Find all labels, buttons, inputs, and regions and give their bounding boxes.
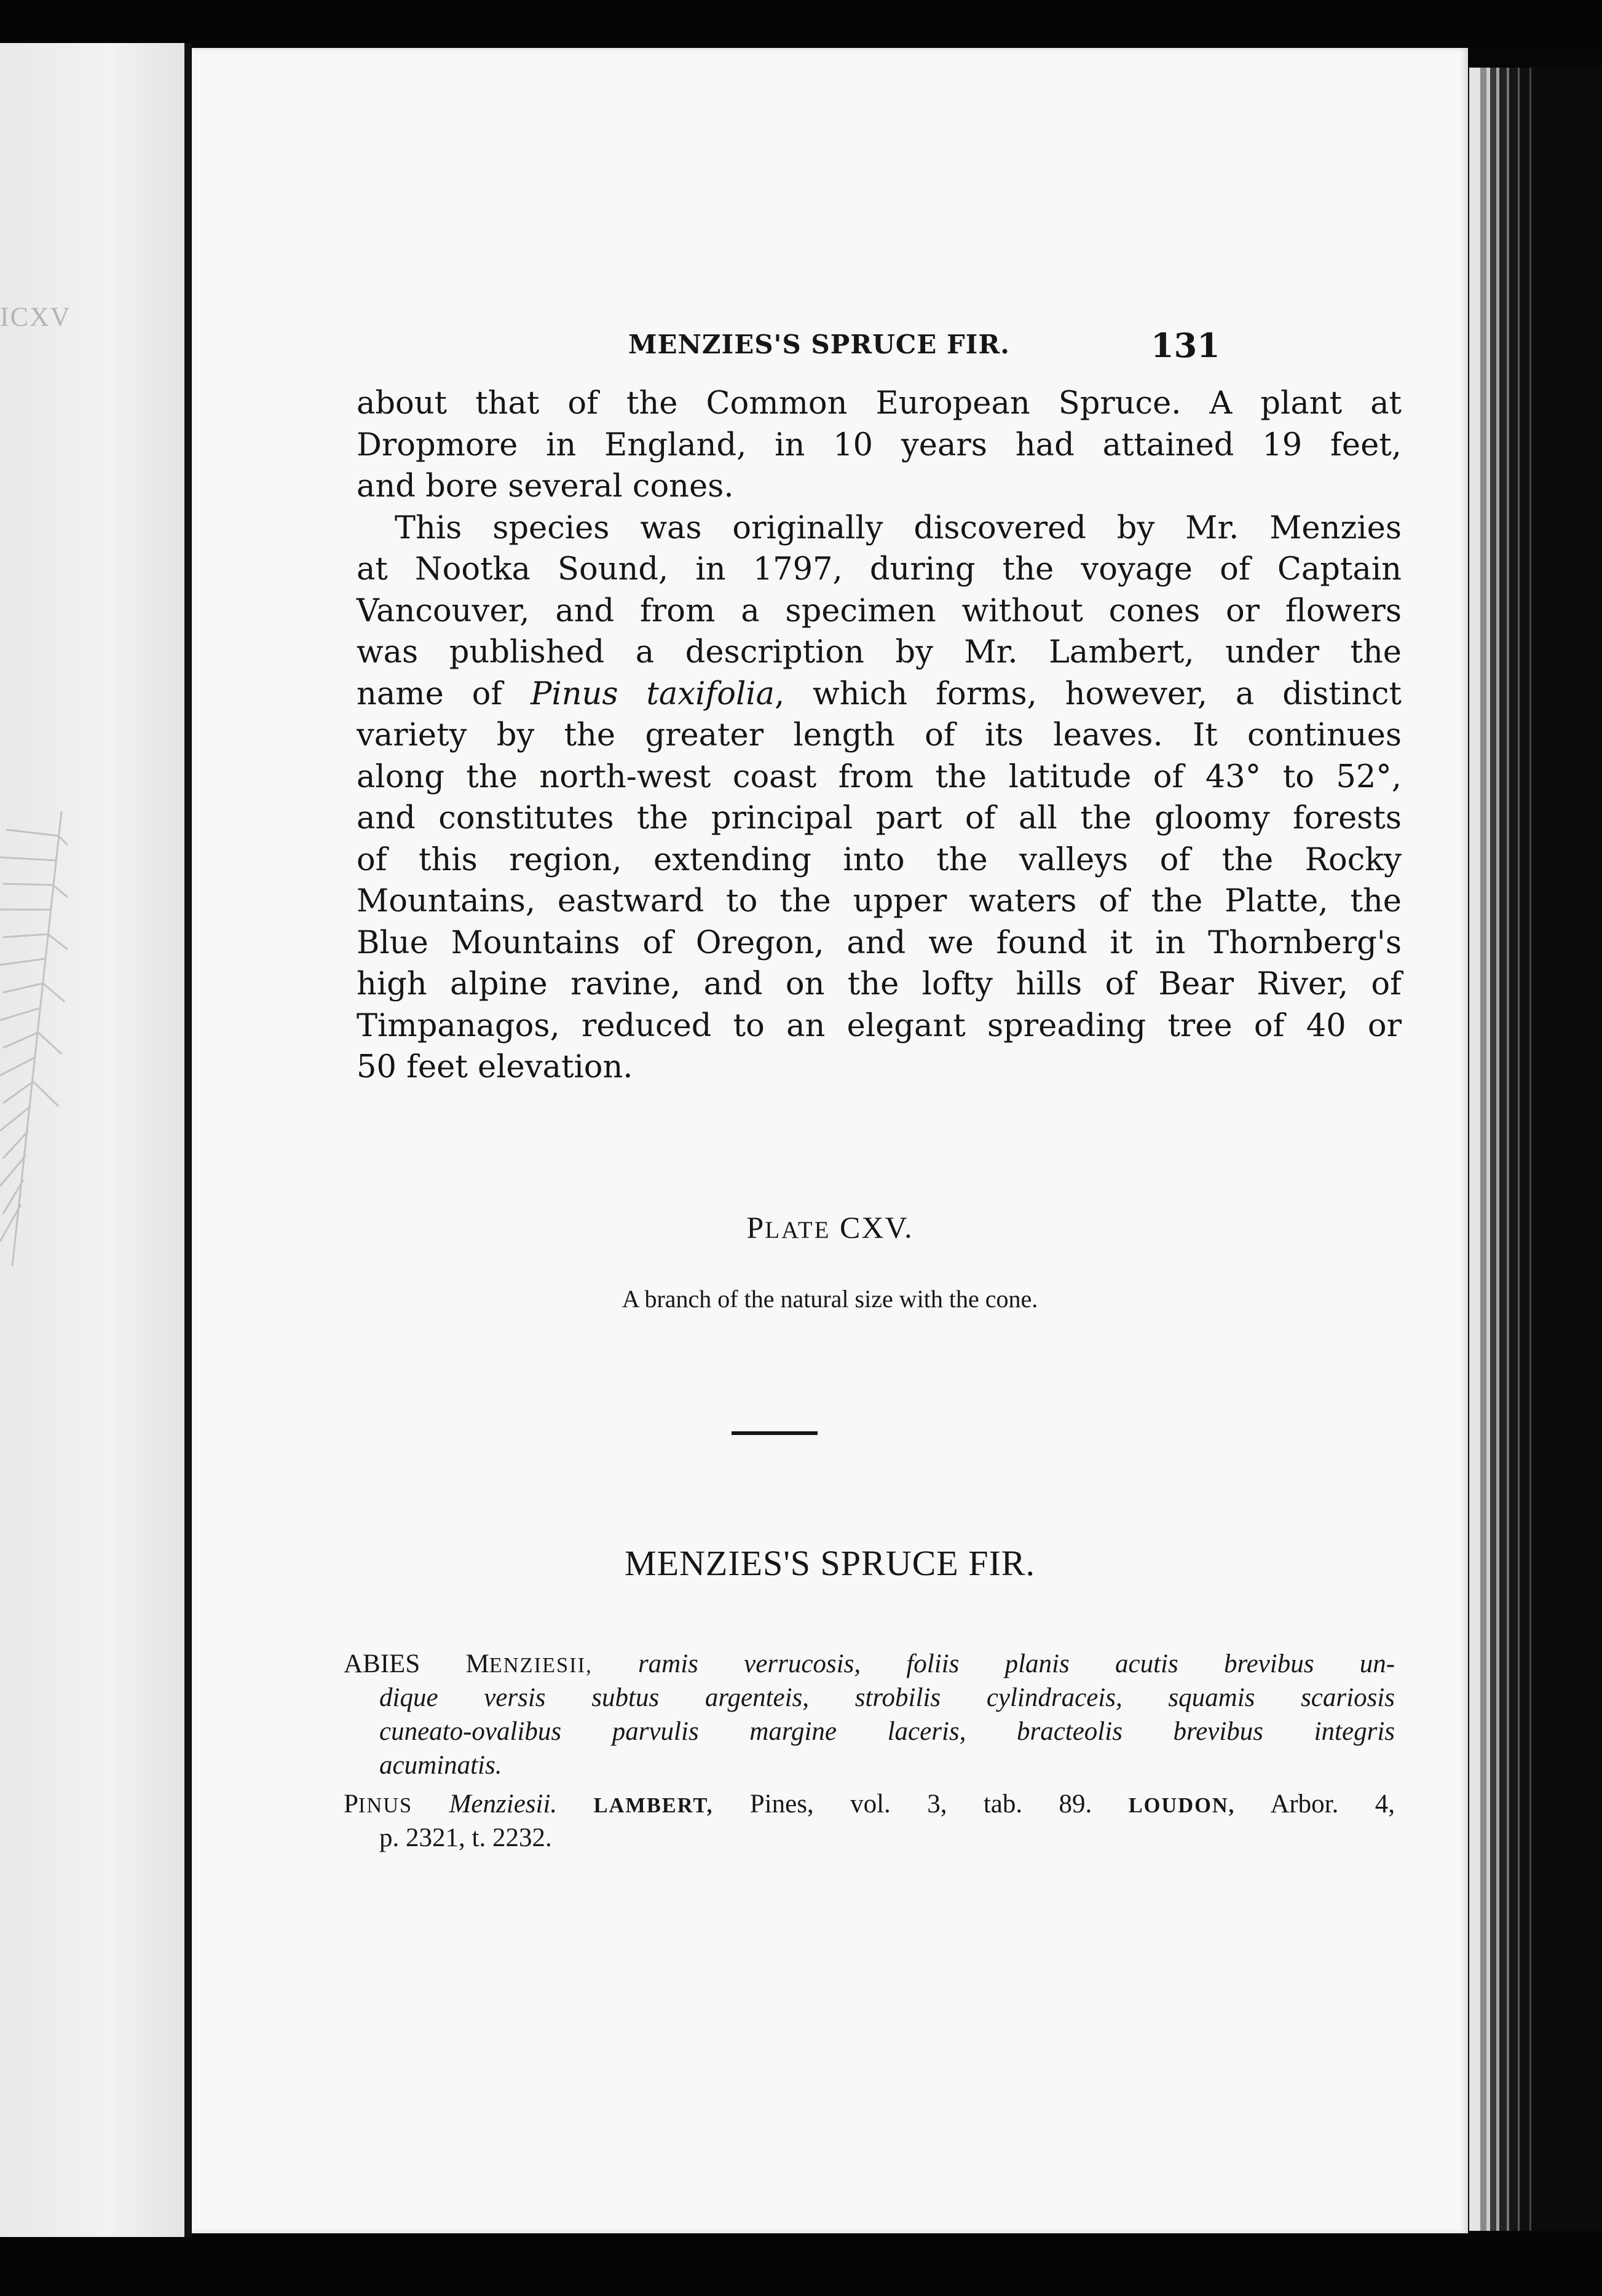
species-name-italic: Menziesii.	[449, 1790, 558, 1818]
running-head	[192, 326, 1468, 379]
body-text-run: name of	[357, 675, 531, 712]
plate-caption: A branch of the natural size with the cone.	[621, 1285, 1038, 1313]
genus-initial: P	[344, 1790, 358, 1818]
body-line: Blue Mountains of Oregon, and we found it in Thornberg's	[357, 924, 1402, 961]
body-line: Vancouver, and from a specimen without cones or flowers	[357, 592, 1402, 629]
body-line	[357, 674, 1402, 715]
latin-diagnosis: cuneato-ovalibus parvulis margine laceris, bracteolis brevibus integris	[379, 1717, 1395, 1746]
running-head-title: MENZIES'S SPRUCE FIR.	[628, 329, 1010, 360]
facing-page-left	[0, 43, 184, 2237]
body-line: and bore several cones.	[357, 468, 734, 505]
genus-name: ABIES	[344, 1649, 420, 1678]
body-line: along the north-west coast from the latitude of 43° to 52°,	[357, 758, 1402, 795]
section-divider-rule	[732, 1431, 818, 1435]
synonymy-block	[344, 1647, 1395, 1860]
body-line: was published a description by Mr. Lambert, under the	[357, 634, 1402, 670]
plate-heading-initial: P	[746, 1210, 765, 1244]
author-name: LOUDON,	[1128, 1794, 1236, 1817]
body-text	[357, 383, 1402, 1088]
body-line: of this region, extending into the valleys of the Rocky	[357, 841, 1402, 878]
body-line: high alpine ravine, and on the lofty hills of Bear River, of	[357, 966, 1402, 1002]
book-gutter	[184, 43, 192, 2237]
synonymy-entry-pinus	[344, 1787, 1395, 1855]
body-line: Timpanagos, reduced to an elegant spreading tree of 40 or	[357, 1007, 1402, 1044]
synonymy-line	[344, 1647, 1395, 1681]
reference: Pines, vol. 3, tab. 89.	[749, 1790, 1092, 1818]
body-line: Mountains, eastward to the upper waters of the Platte, the	[357, 883, 1402, 919]
author-name: LAMBERT,	[593, 1794, 714, 1817]
plate-number: CXV.	[840, 1210, 913, 1244]
synonymy-line	[344, 1787, 1395, 1821]
scan-bottom-border	[0, 2237, 1602, 2296]
synonymy-line	[344, 1748, 1395, 1782]
synonymy-line	[344, 1715, 1395, 1748]
book-page	[192, 48, 1468, 2233]
body-text-run: , which forms, however, a distinct	[775, 675, 1402, 712]
synonymy-line	[344, 1681, 1395, 1715]
synonymy-entry-abies	[344, 1647, 1395, 1782]
body-line: at Nootka Sound, in 1797, during the voyage of Captain	[357, 551, 1402, 588]
genus-smallcaps: INUS	[358, 1794, 413, 1817]
body-line: This species was originally discovered by Mr. Menzies	[395, 509, 1402, 546]
latin-diagnosis: acuminatis.	[379, 1751, 502, 1780]
body-line: variety by the greater length of its leaves. It continues	[357, 717, 1402, 753]
body-line: 50 feet elevation.	[357, 1049, 633, 1085]
body-line: Dropmore in England, in 10 years had attained 19 feet,	[357, 427, 1402, 463]
body-line: and constitutes the principal part of all the gloomy forests	[357, 800, 1402, 836]
body-line: about that of the Common European Spruce. A plant at	[357, 385, 1402, 422]
book-page-edges	[1468, 68, 1602, 2231]
page-number: 131	[1151, 326, 1220, 365]
section-title: MENZIES'S SPRUCE FIR.	[625, 1543, 1035, 1583]
synonymy-line: p. 2321, t. 2232.	[379, 1823, 552, 1852]
scan-top-border	[0, 0, 1602, 43]
latin-diagnosis: ramis verrucosis, foliis planis acutis brevibus un-	[637, 1649, 1395, 1678]
plate-heading-smallcaps: LATE	[765, 1217, 831, 1243]
facing-plate-illustration-bleed	[0, 811, 68, 1272]
latin-diagnosis: dique versis subtus argenteis, strobilis cylindraceis, squamis scariosis	[379, 1683, 1395, 1712]
plate-heading	[192, 1209, 1468, 1245]
species-smallcaps: ENZIESII,	[489, 1654, 593, 1677]
reference: Arbor. 4,	[1270, 1790, 1395, 1818]
species-initial: M	[465, 1649, 489, 1678]
species-name-italic: Pinus taxifolia	[531, 675, 775, 712]
facing-page-bleed-text: ICXV	[0, 302, 71, 332]
